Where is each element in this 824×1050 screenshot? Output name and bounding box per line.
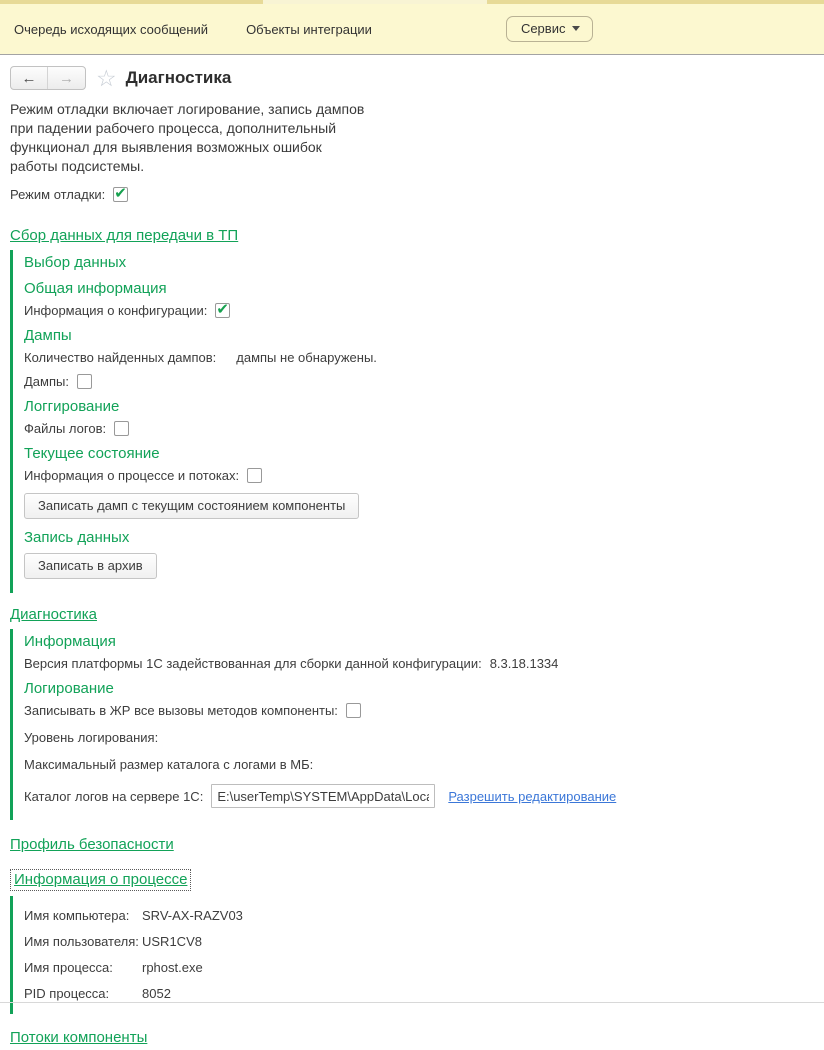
window-top-strip-highlight: [263, 0, 487, 4]
toolbar-item-outgoing-queue[interactable]: Очередь исходящих сообщений: [14, 21, 209, 37]
forward-button[interactable]: [48, 67, 85, 89]
write-archive-button-row: [24, 553, 814, 579]
write-data-heading: Запись данных: [24, 529, 130, 546]
chevron-down-icon: [572, 26, 580, 31]
process-name-value: rphost.exe: [142, 960, 203, 975]
process-row-computer: [24, 908, 814, 923]
forward-arrow-icon: →: [59, 69, 74, 87]
log-dir-label: Каталог логов на сервере 1С:: [24, 788, 204, 804]
process-info-row: [24, 468, 814, 483]
write-dump-button[interactable]: Записать дамп с текущим состоянием компоненты: [24, 493, 359, 519]
back-button[interactable]: [11, 67, 48, 89]
top-toolbar: [0, 4, 824, 55]
user-name-label: Имя пользователя:: [24, 934, 139, 949]
platform-version-value: 8.3.18.1334: [489, 656, 559, 671]
diag-logging-heading: Логирование: [24, 680, 114, 697]
section-link-security-profile[interactable]: Профиль безопасности: [10, 836, 174, 853]
config-info-checkbox[interactable]: [215, 303, 230, 318]
user-name-value: USR1CV8: [142, 934, 202, 949]
log-level-label: Уровень логирования:: [24, 730, 159, 745]
dumps-row: [24, 374, 814, 389]
config-info-row: [24, 303, 814, 318]
write-archive-button[interactable]: Записать в архив: [24, 553, 157, 579]
process-info-section-focus: [10, 869, 191, 891]
platform-version-label: Версия платформы 1С задействованная для сборки данной конфигурации:: [24, 656, 482, 671]
process-info-group: [10, 896, 814, 1014]
bottom-divider: [0, 1002, 824, 1003]
section-link-component-threads[interactable]: Потоки компоненты: [10, 1029, 148, 1046]
debug-mode-description: Режим отладки включает логирование, запись дампов при падении рабочего процесса, дополнительный функционал для выявления возможных ошибок работы подсистемы.: [10, 101, 365, 174]
process-info-label: Информация о процессе и потоках:: [24, 468, 240, 483]
log-files-label: Файлы логов:: [24, 421, 107, 436]
max-size-row: [24, 757, 814, 772]
process-pid-value: 8052: [142, 986, 171, 1001]
current-state-heading: Текущее состояние: [24, 445, 160, 462]
computer-name-label: Имя компьютера:: [24, 908, 130, 923]
write-dump-button-row: [24, 493, 814, 519]
config-info-label: Информация о конфигурации:: [24, 303, 208, 318]
section-link-collect-data[interactable]: Сбор данных для передачи в ТП: [10, 227, 239, 244]
log-all-calls-label: Записывать в ЖР все вызовы методов компоненты:: [24, 703, 338, 718]
info-heading: Информация: [24, 633, 116, 650]
process-name-label: Имя процесса:: [24, 960, 113, 975]
dumps-count-label: Количество найденных дампов:: [24, 350, 217, 365]
debug-mode-row: [10, 187, 814, 202]
back-arrow-icon: ←: [21, 69, 37, 87]
window-top-strip: [0, 0, 824, 4]
computer-name-value: SRV-AX-RAZV03: [142, 908, 243, 923]
log-files-checkbox[interactable]: [114, 421, 129, 436]
dumps-checkbox[interactable]: [77, 374, 92, 389]
dumps-count-row: [24, 350, 814, 365]
choose-data-heading: Выбор данных: [24, 254, 127, 271]
max-size-label: Максимальный размер каталога с логами в МБ:: [24, 757, 314, 772]
log-all-calls-checkbox[interactable]: [346, 703, 361, 718]
dumps-count-value: дампы не обнаружены.: [236, 350, 377, 365]
service-menu-label: Сервис: [520, 21, 566, 36]
log-dir-row: [24, 784, 814, 808]
debug-mode-checkbox[interactable]: [113, 187, 128, 202]
collect-data-group: [10, 250, 814, 593]
toolbar-item-integration-objects[interactable]: Объекты интеграции: [246, 21, 372, 37]
allow-edit-link[interactable]: Разрешить редактирование: [448, 788, 617, 804]
service-menu-button[interactable]: [506, 16, 594, 42]
diagnostics-group: [10, 629, 814, 820]
process-row-user: [24, 934, 814, 949]
log-level-row: [24, 730, 814, 745]
process-info-checkbox[interactable]: [247, 468, 262, 483]
logging-heading: Логгирование: [24, 398, 120, 415]
log-dir-input[interactable]: [211, 784, 435, 808]
history-buttons: [10, 66, 86, 90]
dumps-heading: Дампы: [24, 327, 72, 344]
dumps-label: Дампы:: [24, 374, 69, 389]
log-files-row: [24, 421, 814, 436]
form-content: [0, 55, 824, 1050]
process-row-process-name: [24, 960, 814, 975]
page-title: Диагностика: [125, 68, 232, 87]
process-pid-label: PID процесса:: [24, 986, 110, 1001]
favorite-star-icon[interactable]: ☆: [96, 64, 117, 91]
process-row-pid: [24, 986, 814, 1001]
platform-version-row: [24, 656, 814, 671]
debug-mode-label: Режим отладки:: [10, 187, 106, 202]
log-all-calls-row: [24, 703, 814, 718]
section-link-diagnostics[interactable]: Диагностика: [10, 606, 97, 623]
navigation-row: [10, 65, 814, 91]
general-info-heading: Общая информация: [24, 280, 167, 297]
section-link-process-info[interactable]: Информация о процессе: [14, 871, 188, 888]
